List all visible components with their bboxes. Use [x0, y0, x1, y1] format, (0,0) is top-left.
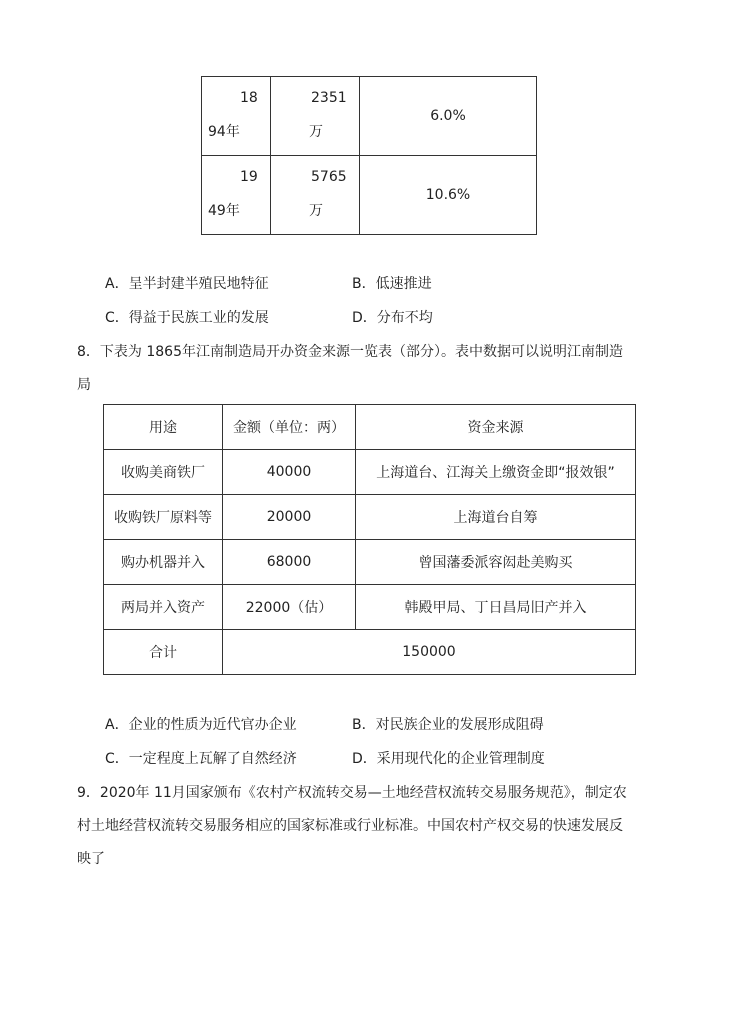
- value-cell: 5765 万: [271, 156, 360, 235]
- header-cell: 用途: [104, 405, 223, 450]
- table-row: [202, 156, 537, 235]
- table-row: [202, 77, 537, 156]
- percent-cell: 10.6%: [360, 156, 537, 235]
- q7-option-a[interactable]: A．呈半封建半殖民地特征: [105, 276, 269, 292]
- q8-option-b[interactable]: B．对民族企业的发展形成阻碍: [352, 717, 544, 733]
- table-total-row: [104, 630, 636, 675]
- population-table: [201, 76, 537, 235]
- value-cell: 2351 万: [271, 77, 360, 156]
- table-row: 购办机器并入 68000 曾国藩委派容闳赴美购买: [104, 540, 636, 585]
- q9-stem-line2: 村土地经营权流转交易服务相应的国家标准或行业标准。中国农村产权交易的快速发展反: [77, 818, 623, 834]
- q8-stem-line1: 8．下表为 1865年江南制造局开办资金来源一览表（部分）。表中数据可以说明江南制造: [77, 344, 623, 360]
- q9-stem-line1: 9．2020年 11月国家颁布《农村产权流转交易—土地经营权流转交易服务规范》，制定农: [77, 785, 627, 801]
- percent-cell: 6.0%: [360, 77, 537, 156]
- funding-table: [103, 404, 636, 675]
- q7-option-c[interactable]: C．得益于民族工业的发展: [105, 310, 269, 326]
- q8-stem-line2: 局: [77, 377, 91, 393]
- q8-option-c[interactable]: C．一定程度上瓦解了自然经济: [105, 751, 297, 767]
- table-header-row: [104, 405, 636, 450]
- q7-option-b[interactable]: B．低速推进: [352, 276, 432, 292]
- q8-option-a[interactable]: A．企业的性质为近代官办企业: [105, 717, 297, 733]
- total-value: 150000: [223, 630, 636, 675]
- header-cell: 资金来源: [356, 405, 636, 450]
- table-row: 两局并入资产 22000（估） 韩殿甲局、丁日昌局旧产并入: [104, 585, 636, 630]
- q7-option-d[interactable]: D．分布不均: [352, 310, 433, 326]
- q9-stem-line3: 映了: [77, 851, 105, 867]
- table-row: 收购美商铁厂 40000 上海道台、江海关上缴资金即“报效银”: [104, 450, 636, 495]
- year-cell: 18 94年: [202, 77, 271, 156]
- q8-option-d[interactable]: D．采用现代化的企业管理制度: [352, 751, 545, 767]
- year-cell: 19 49年: [202, 156, 271, 235]
- table-row: 收购铁厂原料等 20000 上海道台自筹: [104, 495, 636, 540]
- total-label: 合计: [104, 630, 223, 675]
- header-cell: 金额（单位：两）: [223, 405, 356, 450]
